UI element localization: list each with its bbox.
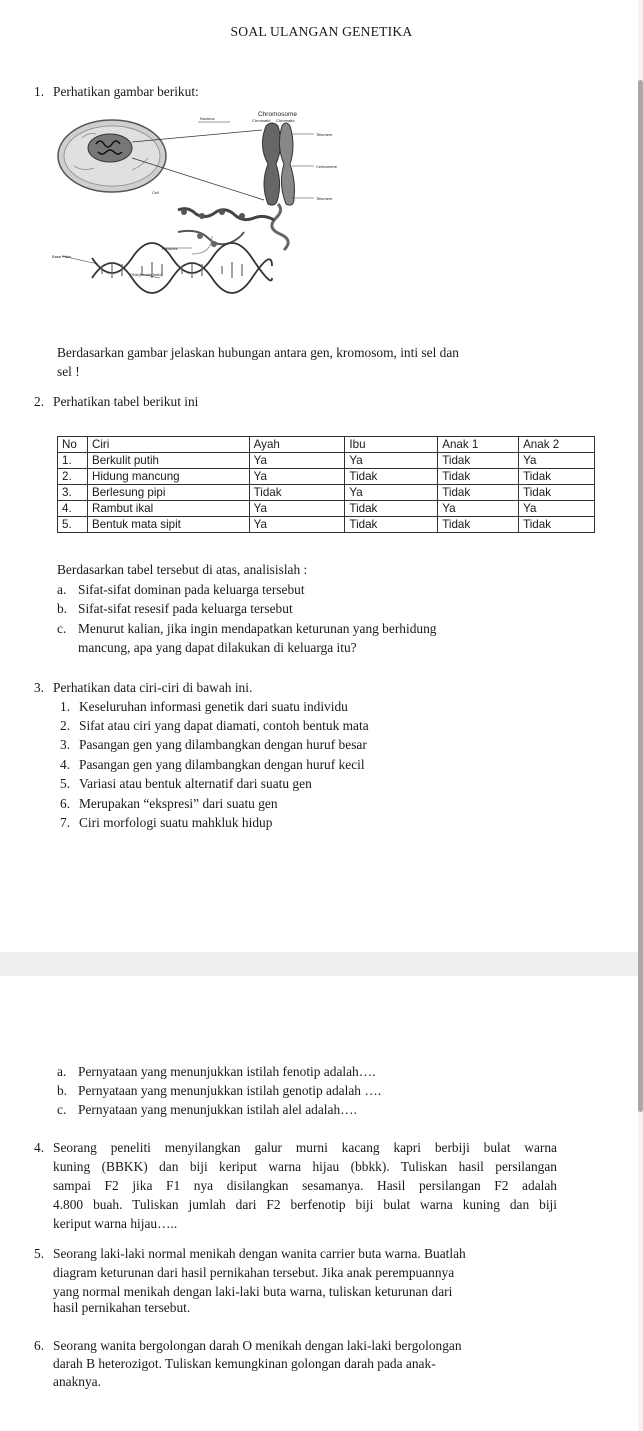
- list-item: Sifat-sifat resesif pada keluarga tersebut: [78, 601, 293, 616]
- table-row: [58, 485, 595, 501]
- list-item: Keseluruhan informasi genetik dari suatu individu: [79, 699, 348, 714]
- table-row: [58, 501, 595, 517]
- table-row: [58, 469, 595, 485]
- table-cell: Tidak: [519, 517, 595, 533]
- list-item-label: 4.: [60, 757, 71, 772]
- question-text: Berdasarkan gambar jelaskan hubungan antara gen, kromosom, inti sel dan: [57, 345, 459, 360]
- list-item-label: 5.: [60, 776, 71, 791]
- table-header-cell: Ayah: [249, 437, 345, 453]
- question-text-continued: sel !: [57, 364, 80, 379]
- label-base-pairs: Base Pairs: [52, 254, 72, 259]
- table-cell: 4.: [58, 501, 88, 517]
- table-cell: Berlesung pipi: [87, 485, 249, 501]
- list-item: Pasangan gen yang dilambangkan dengan huruf kecil: [79, 757, 365, 772]
- list-item-continued: mancung, apa yang dapat dilakukan di keluarga itu?: [78, 640, 357, 655]
- question-prompt: Perhatikan data ciri-ciri di bawah ini.: [53, 680, 253, 695]
- label-chromatid-right: Chromatid: [276, 118, 295, 123]
- page-title: SOAL ULANGAN GENETIKA: [230, 24, 413, 39]
- question-text: sampai F2 jika F1 nya disilangkan sesamanya. Hasil persilangan F2 adalah: [53, 1178, 557, 1193]
- question-text: keriput warna hijau…..: [53, 1216, 178, 1231]
- label-histones: Histones: [162, 246, 178, 251]
- question-text: 4.800 buah. Tuliskan jumlah dari F2 berfenotip biji bulat warna kuning dan biji: [53, 1197, 557, 1212]
- table-cell: Hidung mancung: [87, 469, 249, 485]
- question-text: yang normal menikah dengan laki-laki buta warna, tuliskan keturunan dari: [53, 1284, 453, 1299]
- table-cell: Tidak: [345, 517, 438, 533]
- list-item: Menurut kalian, jika ingin mendapatkan keturunan yang berhidung: [78, 621, 437, 636]
- question-prompt: Perhatikan gambar berikut:: [53, 84, 199, 99]
- dna-helix-shape: [92, 243, 272, 281]
- label-dna-helix: DNA(double helix): [130, 272, 163, 277]
- table-cell: Ya: [249, 517, 345, 533]
- list-item-label: 1.: [60, 699, 71, 714]
- table-cell: Ya: [249, 469, 345, 485]
- question-text: kuning (BBKK) dan biji keriput warna hijau (bbkk). Tuliskan hasil persilangan: [53, 1159, 557, 1174]
- table-cell: 2.: [58, 469, 88, 485]
- sub-question-label: b.: [57, 1083, 68, 1098]
- question-number: 2.: [34, 394, 45, 409]
- table-cell: Tidak: [438, 485, 519, 501]
- table-cell: Berkulit putih: [87, 453, 249, 469]
- table-cell: Tidak: [345, 469, 438, 485]
- table-cell: Tidak: [438, 469, 519, 485]
- table-cell: 5.: [58, 517, 88, 533]
- table-cell: Ya: [249, 501, 345, 517]
- list-item: Sifat atau ciri yang dapat diamati, contoh bentuk mata: [79, 718, 369, 733]
- table-cell: Tidak: [249, 485, 345, 501]
- table-cell: Ya: [345, 453, 438, 469]
- list-item: Variasi atau bentuk alternatif dari suatu gen: [79, 776, 312, 791]
- question-text: Seorang laki-laki normal menikah dengan wanita carrier buta warna. Buatlah: [53, 1246, 466, 1261]
- sub-question-label: a.: [57, 1064, 67, 1079]
- label-nucleus: Nucleus: [200, 116, 215, 121]
- question-text: diagram keturunan dari hasil pernikahan tersebut. Jika anak perempuannya: [53, 1265, 455, 1280]
- question-text: darah B heterozigot. Tuliskan kemungkinan golongan darah pada anak-: [53, 1356, 436, 1371]
- table-cell: Ya: [519, 501, 595, 517]
- label-cell: Cell: [152, 190, 159, 195]
- list-item: Sifat-sifat dominan pada keluarga tersebut: [78, 582, 305, 597]
- table-cell: Ya: [519, 453, 595, 469]
- table-header-cell: Anak 1: [438, 437, 519, 453]
- table-cell: Ya: [249, 453, 345, 469]
- list-item-label: b.: [57, 601, 68, 616]
- table-cell: Rambut ikal: [87, 501, 249, 517]
- sub-question: Pernyataan yang menunjukkan istilah alel adalah….: [78, 1102, 357, 1117]
- table-cell: Bentuk mata sipit: [87, 517, 249, 533]
- question-prompt: Perhatikan tabel berikut ini: [53, 394, 199, 409]
- table-row: [58, 517, 595, 533]
- label-chromatid-left: Chromatid: [252, 118, 271, 123]
- table-header-cell: Ibu: [345, 437, 438, 453]
- question-number: 3.: [34, 680, 45, 695]
- nucleus-shape: [88, 134, 132, 162]
- table-cell: Ya: [438, 501, 519, 517]
- table-cell: 3.: [58, 485, 88, 501]
- list-item-label: 6.: [60, 796, 71, 811]
- table-cell: 1.: [58, 453, 88, 469]
- table-cell: Tidak: [345, 501, 438, 517]
- label-telomere-top: Telomere: [316, 132, 333, 137]
- question-text: Seorang peneliti menyilangkan galur murni kacang kapri berbiji bulat warna: [53, 1140, 557, 1155]
- chromosome-shape: [262, 123, 280, 205]
- analysis-instruction: Berdasarkan tabel tersebut di atas, analisislah :: [57, 562, 308, 577]
- question-text: hasil pernikahan tersebut.: [53, 1300, 191, 1315]
- sub-question-label: c.: [57, 1102, 67, 1117]
- list-item-label: a.: [57, 582, 67, 597]
- genetics-diagram-figure: [52, 108, 352, 336]
- sub-question: Pernyataan yang menunjukkan istilah fenotip adalah….: [78, 1064, 376, 1079]
- table-cell: Tidak: [519, 469, 595, 485]
- label-centromere: Centromere: [316, 164, 338, 169]
- list-item-label: c.: [57, 621, 67, 636]
- list-item: Ciri morfologi suatu mahkluk hidup: [79, 815, 273, 830]
- table-row: [58, 453, 595, 469]
- table-cell: Tidak: [438, 517, 519, 533]
- table-header-cell: Anak 2: [519, 437, 595, 453]
- list-item-label: 7.: [60, 815, 71, 830]
- table-cell: Tidak: [438, 453, 519, 469]
- label-chromosome: Chromosome: [258, 111, 298, 118]
- list-item-label: 3.: [60, 737, 71, 752]
- table-cell: Tidak: [519, 485, 595, 501]
- scrollbar-track[interactable]: [638, 0, 643, 1431]
- question-text: Seorang wanita bergolongan darah O menikah dengan laki-laki bergolongan: [53, 1338, 462, 1353]
- table-header-row: [58, 437, 595, 453]
- table-cell: Ya: [345, 485, 438, 501]
- table-header-cell: No: [58, 437, 88, 453]
- question-number: 1.: [34, 84, 45, 99]
- question-text: anaknya.: [53, 1374, 101, 1389]
- list-item: Pasangan gen yang dilambangkan dengan huruf besar: [79, 737, 367, 752]
- list-item-label: 2.: [60, 718, 71, 733]
- question-number: 6.: [34, 1338, 45, 1353]
- scrollbar-thumb[interactable]: [638, 80, 643, 1112]
- question-number: 4.: [34, 1140, 45, 1155]
- label-telomere-bottom: Telomere: [316, 196, 333, 201]
- traits-table: [57, 436, 595, 533]
- table-header-cell: Ciri: [87, 437, 249, 453]
- page-break-divider: [0, 952, 638, 976]
- sub-question: Pernyataan yang menunjukkan istilah genotip adalah ….: [78, 1083, 382, 1098]
- question-number: 5.: [34, 1246, 45, 1261]
- list-item: Merupakan “ekspresi” dari suatu gen: [79, 796, 278, 811]
